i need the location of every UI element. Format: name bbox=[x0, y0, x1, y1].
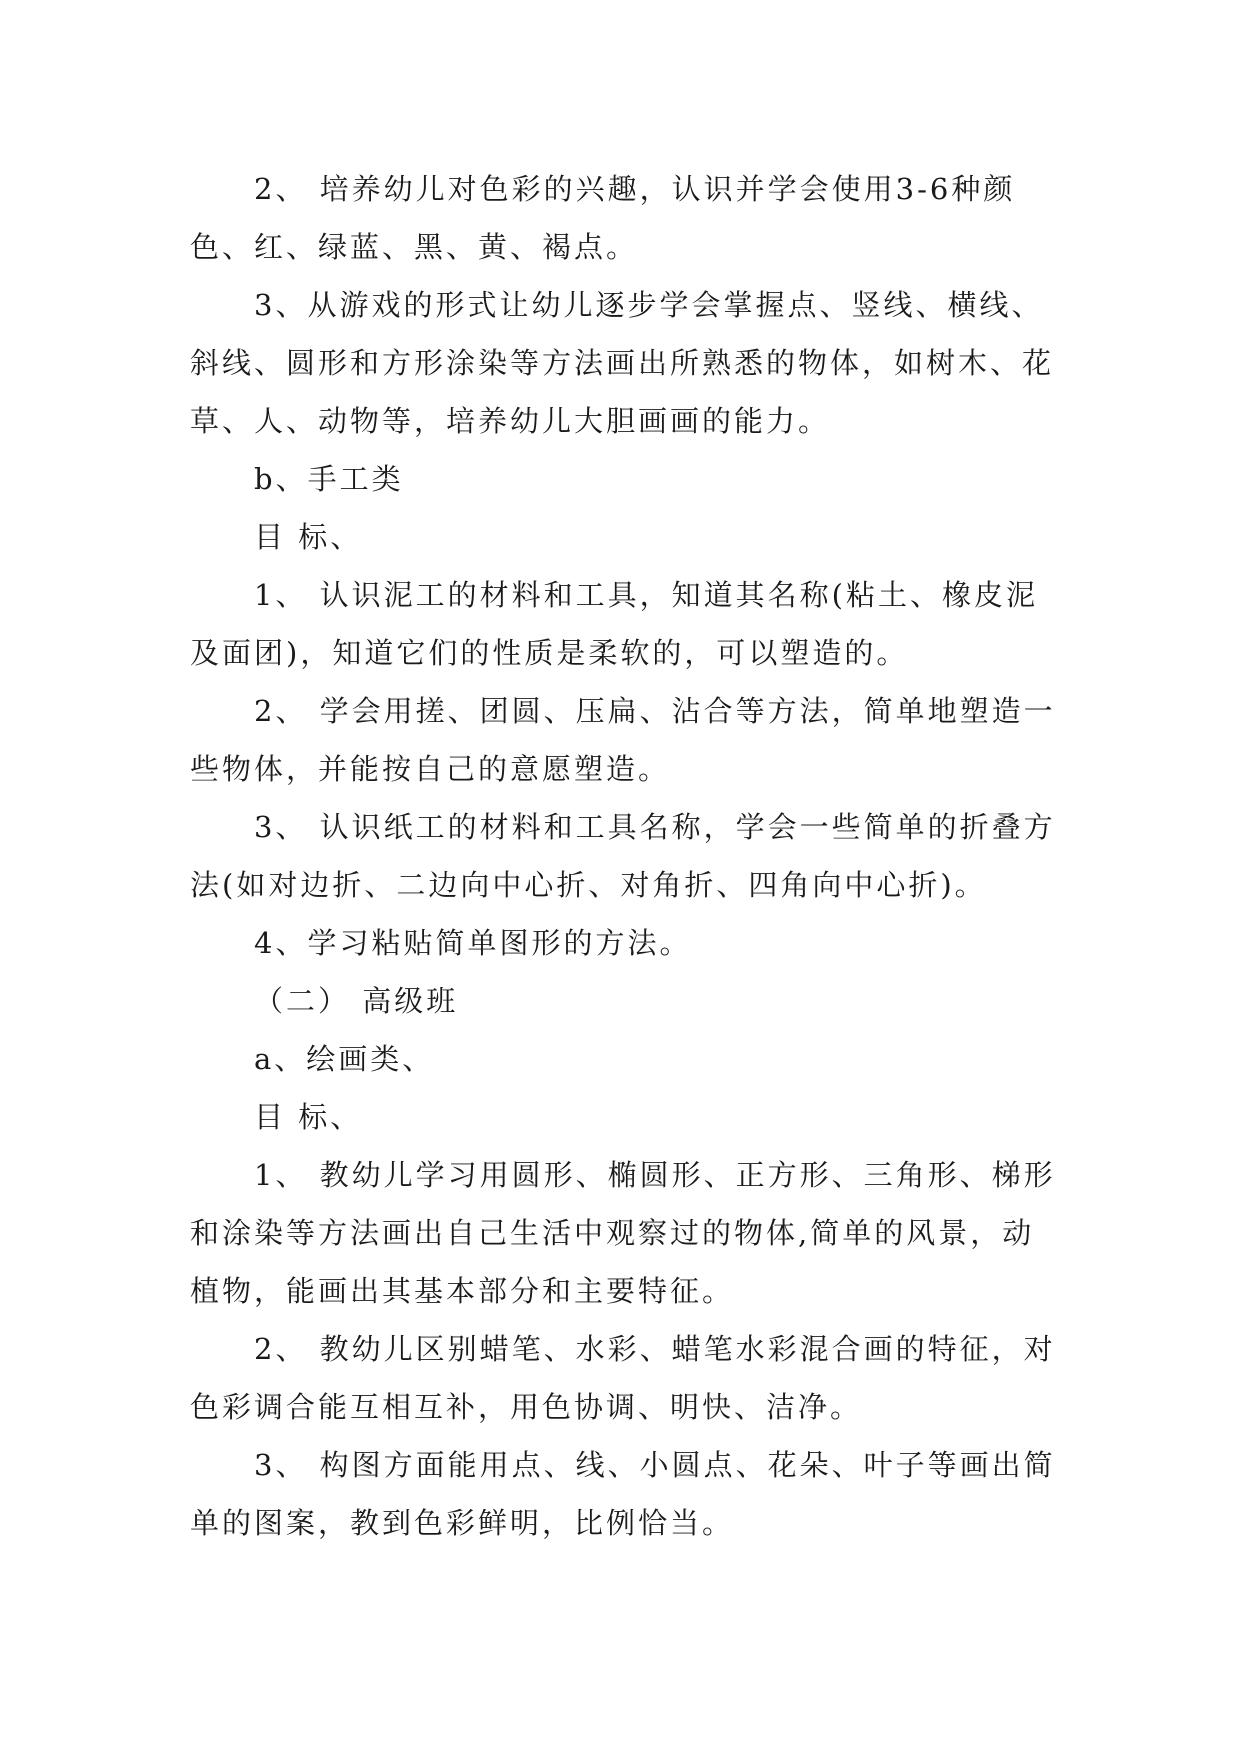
paragraph: 4、学习粘贴简单图形的方法。 bbox=[254, 926, 692, 960]
paragraph: 2、 教幼儿区别蜡笔、水彩、蜡笔水彩混合画的特征，对色彩调合能互相互补，用色协调、明快、洁净。 bbox=[190, 1332, 1056, 1424]
section-heading: b、手工类 bbox=[254, 462, 404, 496]
goals-heading: 目 标、 bbox=[254, 1100, 363, 1134]
paragraph: 3、 构图方面能用点、线、小圆点、花朵、叶子等画出简单的图案，教到色彩鲜明，比例恰当。 bbox=[190, 1448, 1056, 1540]
section-heading: a、绘画类、 bbox=[254, 1042, 435, 1076]
paragraph: 1、 认识泥工的材料和工具，知道其名称(粘土、橡皮泥及面团)，知道它们的性质是柔软的，可以塑造的。 bbox=[190, 578, 1038, 670]
document-body bbox=[190, 160, 1065, 1552]
section-heading: （二） 高级班 bbox=[254, 984, 459, 1018]
paragraph: 3、 认识纸工的材料和工具名称，学会一些简单的折叠方法(如对边折、二边向中心折、对角折、四角向中心折)。 bbox=[190, 810, 1056, 902]
goals-heading: 目 标、 bbox=[254, 520, 363, 554]
paragraph: 2、 学会用搓、团圆、压扁、沾合等方法，简单地塑造一些物体，并能按自己的意愿塑造。 bbox=[190, 694, 1056, 786]
paragraph: 3、从游戏的形式让幼儿逐步学会掌握点、竖线、横线、斜线、圆形和方形涂染等方法画出所熟悉的物体，如树木、花草、人、动物等，培养幼儿大胆画画的能力。 bbox=[190, 288, 1055, 438]
paragraph: 1、 教幼儿学习用圆形、椭圆形、正方形、三角形、梯形和涂染等方法画出自己生活中观察过的物体,简单的风景，动植物，能画出其基本部分和主要特征。 bbox=[190, 1158, 1056, 1308]
paragraph: 2、 培养幼儿对色彩的兴趣，认识并学会使用3-6种颜色、红、绿蓝、黑、黄、褐点。 bbox=[190, 172, 1016, 264]
